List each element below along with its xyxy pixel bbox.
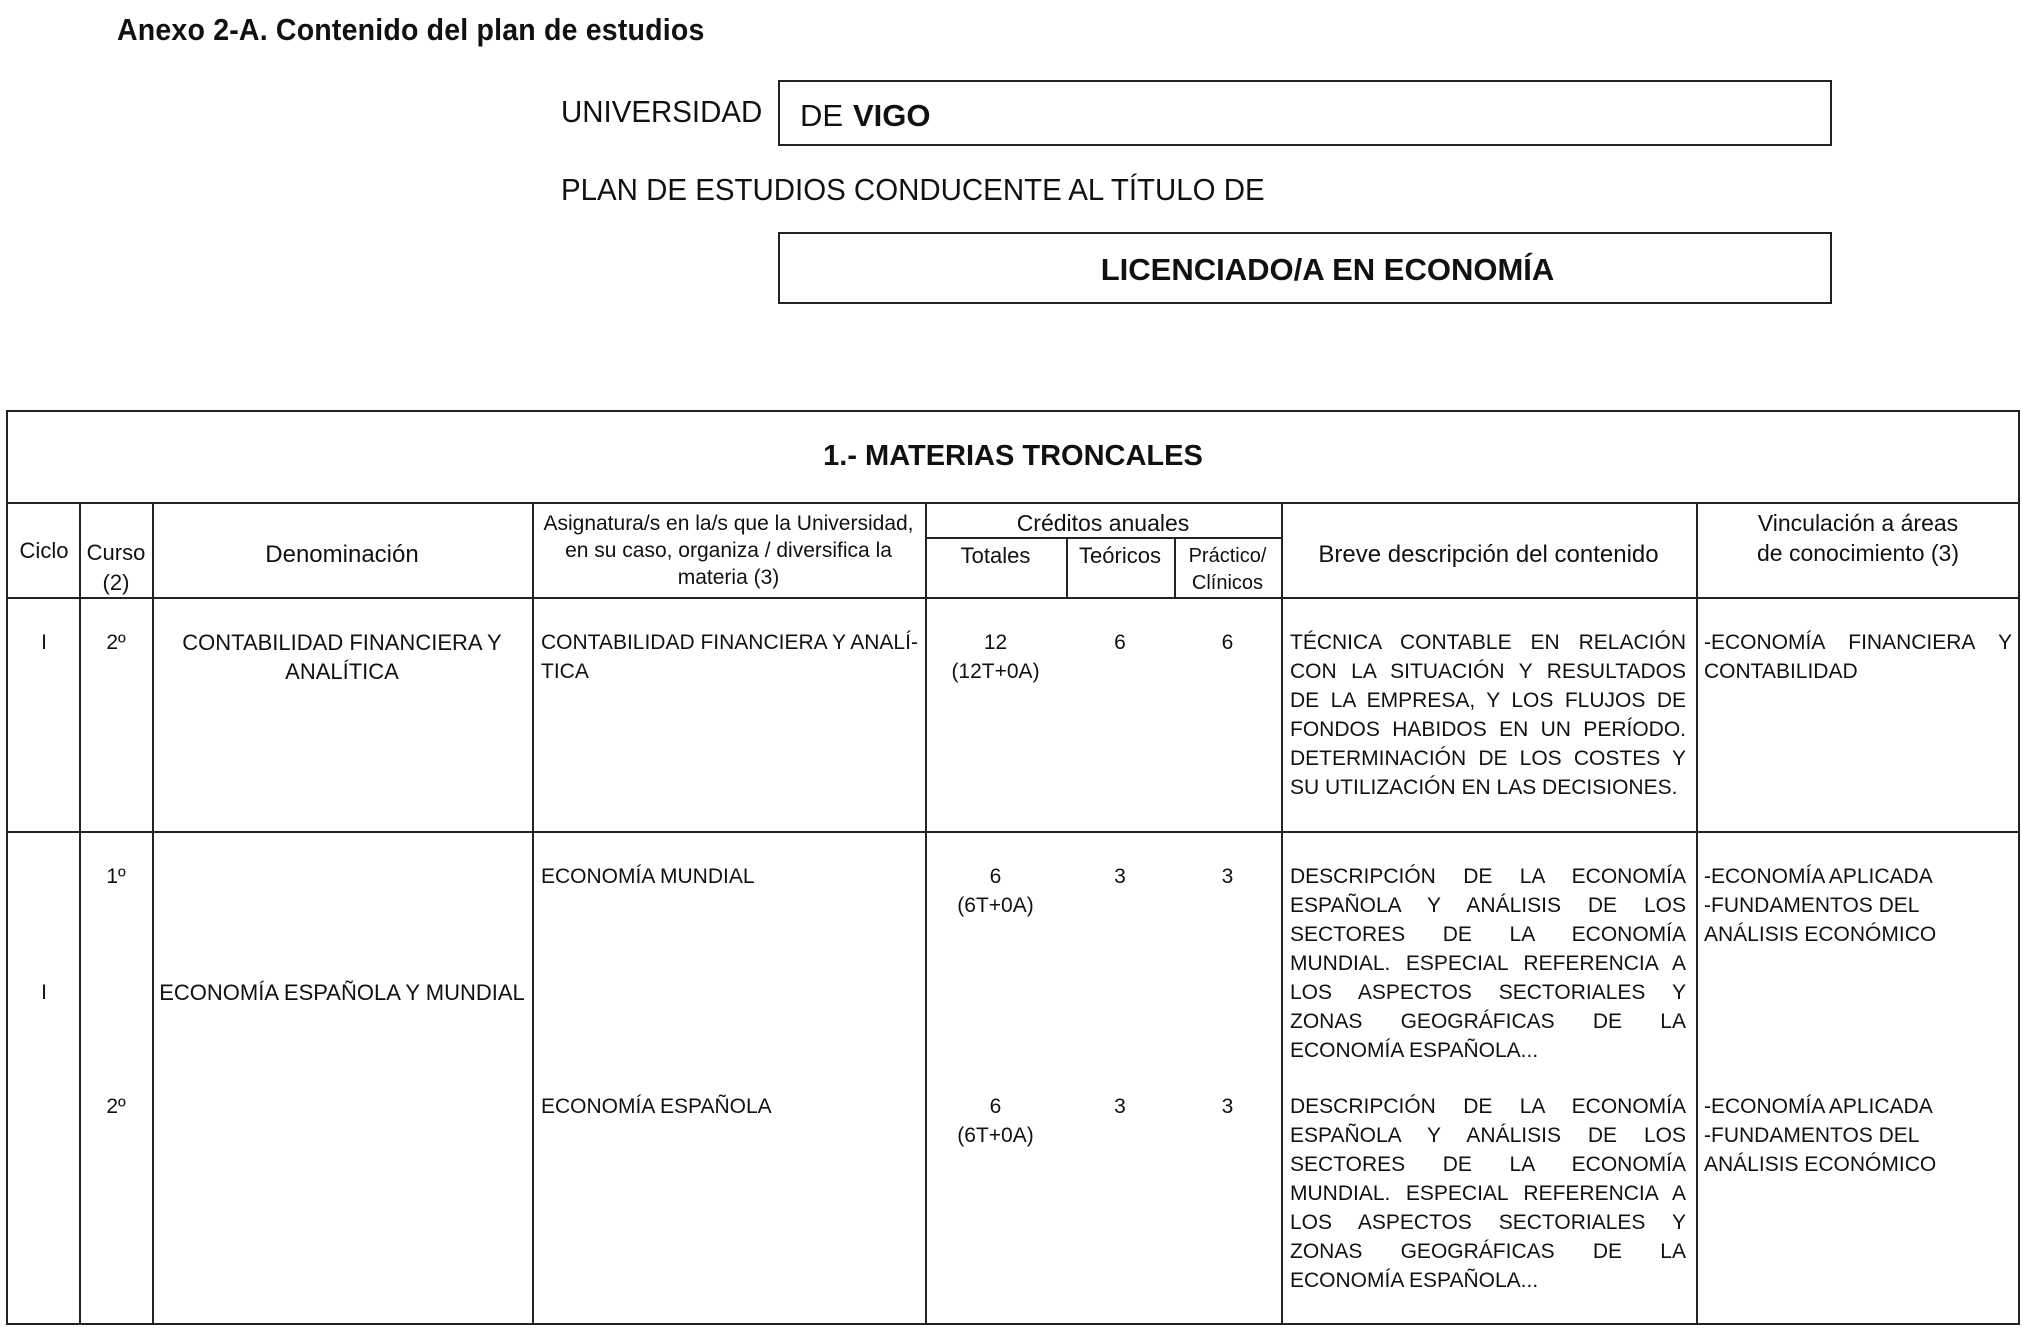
row2b-curso: 2º [106,1095,126,1118]
university-name: VIGO [853,98,931,133]
plan-label: PLAN DE ESTUDIOS CONDUCENTE AL TÍTULO DE [561,172,1265,207]
header-practicos: Práctico/ Clínicos [1188,545,1267,594]
row2a-descripcion: DESCRIPCIÓN DE LA ECONOMÍA ESPAÑOLA Y ANÁLISIS DE LOS SECTORES DE LA ECONOMÍA MUNDIAL. ESPECIAL REFERENCIA A LOS ASPECTOS SECTORIALES Y ZONAS GEOGRÁFICAS DE LA ECONOMÍA ESPAÑOLA... [1290,865,1686,1062]
row1-vinculacion: -ECONOMÍA FINANCIERA Y CONTABILIDAD [1704,631,2012,683]
row2b-teoricos: 3 [1114,1095,1126,1118]
row1-curso: 2º [106,631,126,654]
header-descripcion: Breve descripción del contenido [1318,541,1659,568]
row2a-asignatura: ECONOMÍA MUNDIAL [541,865,755,888]
row2b-asignatura: ECONOMÍA ESPAÑOLA [541,1095,772,1118]
header-vinculacion: Vinculación a áreas de conocimiento (3) [1757,510,1959,566]
degree-title: LICENCIADO/A EN ECONOMÍA [1100,252,1555,287]
row2a-totales: 6 (6T+0A) [957,865,1034,917]
header-denominacion: Denominación [265,541,419,568]
university-box [778,80,1832,146]
header-ciclo: Ciclo [19,538,69,563]
row2-denominacion: ECONOMÍA ESPAÑOLA Y MUNDIAL [159,980,525,1005]
row1-teoricos: 6 [1114,631,1126,654]
row1-asignatura: CONTABILIDAD FINANCIERA Y ANALÍ- TICA [541,631,918,683]
col-line-7 [1281,502,1283,1324]
divider-creditos [925,537,1281,539]
header-creditos: Créditos anuales [1016,510,1190,536]
row2-ciclo: I [41,981,47,1004]
col-line-3 [532,502,534,1324]
row2b-vinculacion: -ECONOMÍA APLICADA -FUNDAMENTOS DEL ANÁLISIS ECONÓMICO [1704,1095,1937,1176]
row2a-vinculacion: -ECONOMÍA APLICADA -FUNDAMENTOS DEL ANÁLISIS ECONÓMICO [1704,865,1937,946]
divider-header [6,597,2020,599]
col-line-1 [79,502,81,1324]
header-curso: Curso (2) [86,540,146,595]
row1-denominacion: CONTABILIDAD FINANCIERA Y ANALÍTICA [182,630,502,684]
row1-totales: 12 (12T+0A) [951,631,1040,683]
header-asignaturas: Asignatura/s en la/s que la Universidad, en su caso, organiza / diversifica la materia (3) [543,512,914,589]
university-prefix: DE [800,98,844,133]
header-totales: Totales [960,543,1031,568]
divider-title [6,502,2020,504]
university-label: UNIVERSIDAD [561,94,763,129]
row2a-practicos: 3 [1221,865,1234,888]
row2a-teoricos: 3 [1114,865,1126,888]
row1-descripcion: TÉCNICA CONTABLE EN RELACIÓN CON LA SITUACIÓN Y RESULTADOS DE LA EMPRESA, Y LOS FLUJOS DE FONDOS HABIDOS EN UN PERÍODO. DETERMINACIÓN DE LOS COSTES Y SU UTILIZACIÓN EN LAS DECISIONES. [1290,631,1686,799]
annex-title: Anexo 2-A. Contenido del plan de estudios [117,12,705,47]
row2a-curso: 1º [106,865,126,888]
row1-practicos: 6 [1221,631,1234,654]
row2b-practicos: 3 [1221,1095,1234,1118]
section-title: 1.- MATERIAS TRONCALES [823,440,1203,472]
header-teoricos: Teóricos [1079,543,1161,568]
row1-ciclo: I [41,631,47,654]
col-line-2 [152,502,154,1324]
divider-row1 [6,831,2020,833]
degree-box [778,232,1832,304]
row2b-totales: 6 (6T+0A) [957,1095,1034,1147]
col-line-8 [1696,502,1698,1324]
row2b-descripcion: DESCRIPCIÓN DE LA ECONOMÍA ESPAÑOLA Y ANÁLISIS DE LOS SECTORES DE LA ECONOMÍA MUNDIAL. ESPECIAL REFERENCIA A LOS ASPECTOS SECTORIALES Y ZONAS GEOGRÁFICAS DE LA ECONOMÍA ESPAÑOLA... [1290,1095,1686,1292]
